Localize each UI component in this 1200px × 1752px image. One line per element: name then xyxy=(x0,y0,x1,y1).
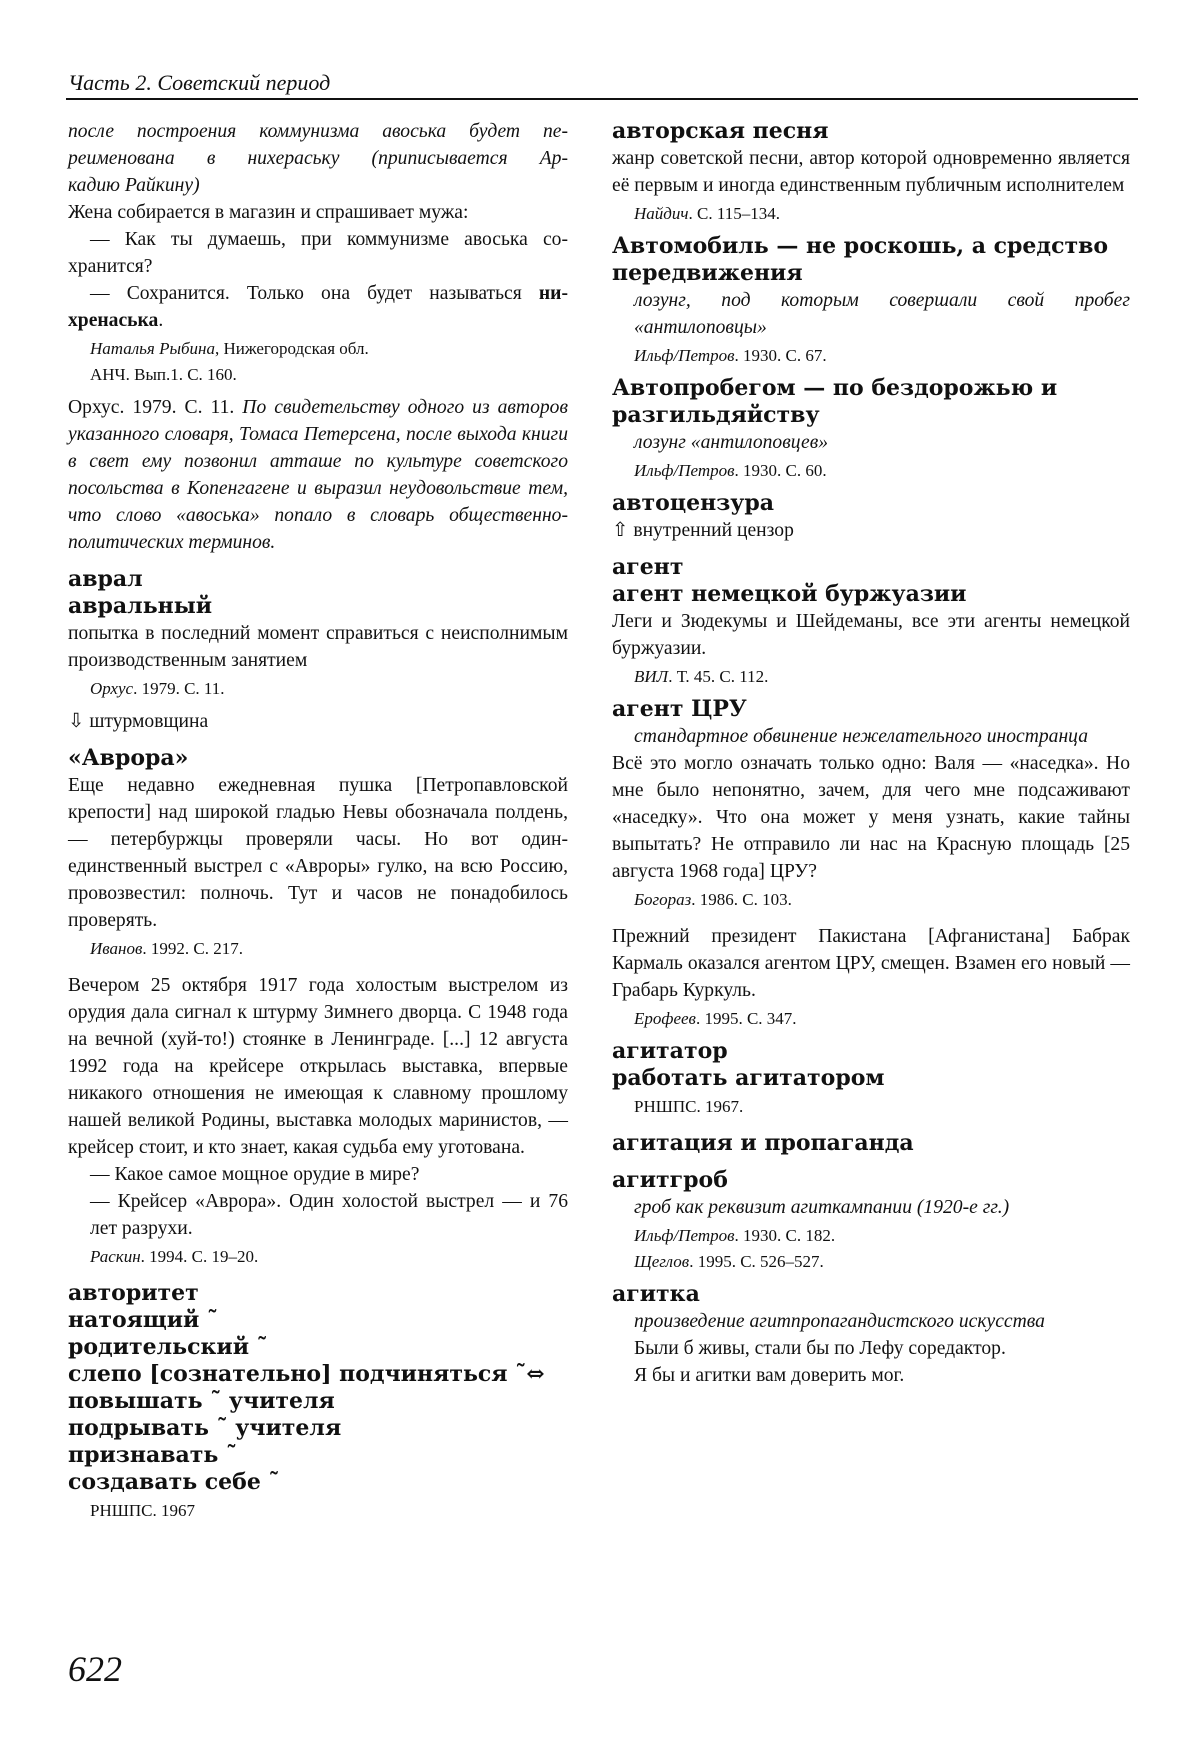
cross-reference: ⇩ штурмовщина xyxy=(68,711,209,732)
dialogue-bold: ни- xyxy=(538,283,568,304)
cross-reference: ⇧ внутренний цензор xyxy=(612,520,794,541)
verse-line: Я бы и агитки вам доверить мог. xyxy=(634,1365,905,1386)
phrase: натоящий ˜ xyxy=(68,1307,219,1333)
source-citation: РНШПС. 1967 xyxy=(90,1501,195,1520)
phrase: признавать ˜ xyxy=(68,1442,237,1468)
dialogue-line xyxy=(68,307,568,334)
source-citation xyxy=(612,1006,1130,1032)
source-citation xyxy=(68,676,568,702)
phrase: родительский ˜ xyxy=(68,1334,268,1360)
source-text: АНЧ. Вып.1. С. 160. xyxy=(90,365,237,384)
phrase: повышать ˜ учителя xyxy=(68,1388,335,1414)
phrase: создавать себе ˜ xyxy=(68,1469,280,1495)
source-citation xyxy=(612,664,1130,690)
definition: стандартное обвинение нежелательного иностранца xyxy=(634,726,1089,747)
source-author: Щеглов xyxy=(634,1252,690,1271)
source-author: ВИЛ xyxy=(634,667,669,686)
dialogue-line: — Как ты думаешь, при коммунизме авоська со- xyxy=(90,229,568,250)
source-text: . 1930. С. 60. xyxy=(734,461,827,480)
headword: авральный xyxy=(68,593,213,619)
source-text: . 1930. С. 67. xyxy=(734,346,827,365)
definition: произведение агитпропагандистского искусства xyxy=(634,1311,1045,1332)
paragraph: Прежний президент Пакистана [Афганистана] Бабрак Кармаль оказался агентом ЦРУ, смещен. Взамен его новый — Грабарь Куркуль. xyxy=(612,926,1130,1001)
paragraph: Леги и Зюдекумы и Шейдеманы, все эти агенты немецкой буржуазии. xyxy=(612,611,1130,659)
phrase: подрывать ˜ учителя xyxy=(68,1415,342,1441)
headword: аврал xyxy=(68,566,143,592)
source-citation xyxy=(68,1244,568,1270)
paragraph-italic: По свидетельству одного из авторов указанного словаря, Томаса Петерсена, после выхода книги в свет ему позвонил атташе по культуре советского посольства в Копенгагене и выразил неудовольствие тем, что слово «авоська» попало в словарь общественно-политических терминов. xyxy=(68,397,568,553)
source-text: . 1994. С. 19–20. xyxy=(140,1247,259,1266)
verse-line: Были б живы, стали бы по Лефу соредактор. xyxy=(634,1338,1006,1359)
paragraph: Вечером 25 октября 1917 года холостым выстрелом из орудия дала сигнал к штурму Зимнего дворца. С 1948 года на вечной (хуй-то!) стоянке в Ленинграде. [...] 12 августа 1992 года на крейсере открылась выставка, впервые никакого отношения не имеющая к славному прошлому нашей великой Родины, выставка молодых маринистов, — крейсер стоит, и кто знает, какая судьба ему уготована. xyxy=(68,975,568,1158)
headword: агитация и пропаганда xyxy=(612,1130,914,1156)
definition: жанр советской песни, автор которой одновременно является её первым и иногда единственным публичным исполнителем xyxy=(612,148,1130,196)
dialogue-line: хранится? xyxy=(68,256,153,277)
quote-line: кадию Райкину) xyxy=(68,175,200,196)
header-rule xyxy=(66,98,1138,100)
source-citation xyxy=(612,887,1130,913)
paragraph: Всё это могло означать только одно: Валя — «наседка». Но мне было непонятно, зачем, для чего мне подсаживают «наседку». Что она может у меня узнать, какие тайны выпытать? Не отправило ли нас на Красную площадь [25 августа 1968 года] ЦРУ? xyxy=(612,753,1130,882)
paragraph: Еще недавно ежедневная пушка [Петропавловской крепости] над широкой гладью Невы обозначала полдень, — петербуржцы проверяли часы. Но вот один-единственный выстрел с «Авроры» гулко, на всю Россию, провозвестил: полночь. Тут и часов не понадобилось проверять. xyxy=(68,775,568,931)
left-column xyxy=(68,118,568,1530)
source-text: . Т. 45. С. 112. xyxy=(668,667,769,686)
source-citation xyxy=(612,1223,1130,1275)
running-head: Часть 2. Советский период xyxy=(68,70,331,95)
headword: Автомобиль — не роскошь, а средство передвижения xyxy=(612,233,1109,286)
headword: агитка xyxy=(612,1281,700,1307)
source-author: Наталья Рыбина xyxy=(90,339,215,358)
paragraph-text: Орхус. 1979. С. 11. xyxy=(68,397,243,418)
source-text: . 1986. С. 103. xyxy=(691,890,792,909)
definition: лозунг «антилоповцев» xyxy=(634,432,829,453)
paragraph: Жена собирается в магазин и спрашивает мужа: xyxy=(68,202,469,223)
source-author: Орхус xyxy=(90,679,134,698)
dialogue-line xyxy=(68,280,568,307)
source-text: . 1995. С. 526–527. xyxy=(689,1252,824,1271)
source-author: Ильф/Петров xyxy=(634,461,735,480)
source-author: Ильф/Петров xyxy=(634,1226,735,1245)
source-citation xyxy=(68,336,568,388)
source-citation xyxy=(612,458,1130,484)
headword: агент немецкой буржуазии xyxy=(612,581,967,607)
headword: агент xyxy=(612,554,684,580)
page-number: 622 xyxy=(68,1649,122,1689)
headword: агент ЦРУ xyxy=(612,696,747,722)
headword: работать агитатором xyxy=(612,1065,885,1091)
right-column xyxy=(612,118,1130,1389)
source-text: . 1930. С. 182. xyxy=(734,1226,836,1245)
source-author: Раскин xyxy=(90,1247,141,1266)
source-author: Богораз xyxy=(634,890,692,909)
source-author: Найдич xyxy=(634,204,689,223)
headword: автоцензура xyxy=(612,490,774,516)
source-author: Ерофеев xyxy=(634,1009,696,1028)
dialogue-line: — Крейсер «Аврора». Один холостой выстрел — и 76 лет разрухи. xyxy=(90,1191,568,1239)
definition: попытка в последний момент справиться с неисполнимым производственным занятием xyxy=(68,623,568,671)
quote-line: реименована в нихераську (приписывается Ар- xyxy=(68,148,568,169)
source-text: , Нижегородская обл. xyxy=(214,339,369,358)
dialogue-text: — Сохранится. Только она будет называться xyxy=(90,283,539,304)
quote-line: после построения коммунизма авоська будет пе- xyxy=(68,121,568,142)
source-text: . 1979. С. 11. xyxy=(133,679,225,698)
headword: «Аврора» xyxy=(68,745,189,771)
source-citation xyxy=(612,343,1130,369)
phrase: слепо [сознательно] подчиняться ˜⇔ xyxy=(68,1361,545,1387)
dialogue-line: — Какое самое мощное орудие в мире? xyxy=(90,1164,420,1185)
headword: авторитет xyxy=(68,1280,199,1306)
headword: агитгроб xyxy=(612,1167,728,1193)
definition: гроб как реквизит агиткампании (1920-е гг.) xyxy=(634,1197,1010,1218)
headword: агитатор xyxy=(612,1038,728,1064)
source-citation xyxy=(68,936,568,962)
paragraph xyxy=(68,394,568,556)
source-author: Ильф/Петров xyxy=(634,346,735,365)
dialogue-text: . xyxy=(158,310,164,331)
headword: Автопробегом — по бездорожью и разгильдяйству xyxy=(612,375,1058,428)
source-text: . 1995. С. 347. xyxy=(695,1009,797,1028)
source-citation xyxy=(612,201,1130,227)
definition: лозунг, под которым совершали свой пробег «антилоповцы» xyxy=(634,290,1130,338)
headword: авторская песня xyxy=(612,118,829,144)
source-text: . С. 115–134. xyxy=(688,204,780,223)
source-author: Иванов xyxy=(90,939,143,958)
source-text: . 1992. С. 217. xyxy=(142,939,243,958)
dialogue-bold: хренаська xyxy=(68,310,159,331)
source-citation: РНШПС. 1967. xyxy=(634,1097,744,1116)
